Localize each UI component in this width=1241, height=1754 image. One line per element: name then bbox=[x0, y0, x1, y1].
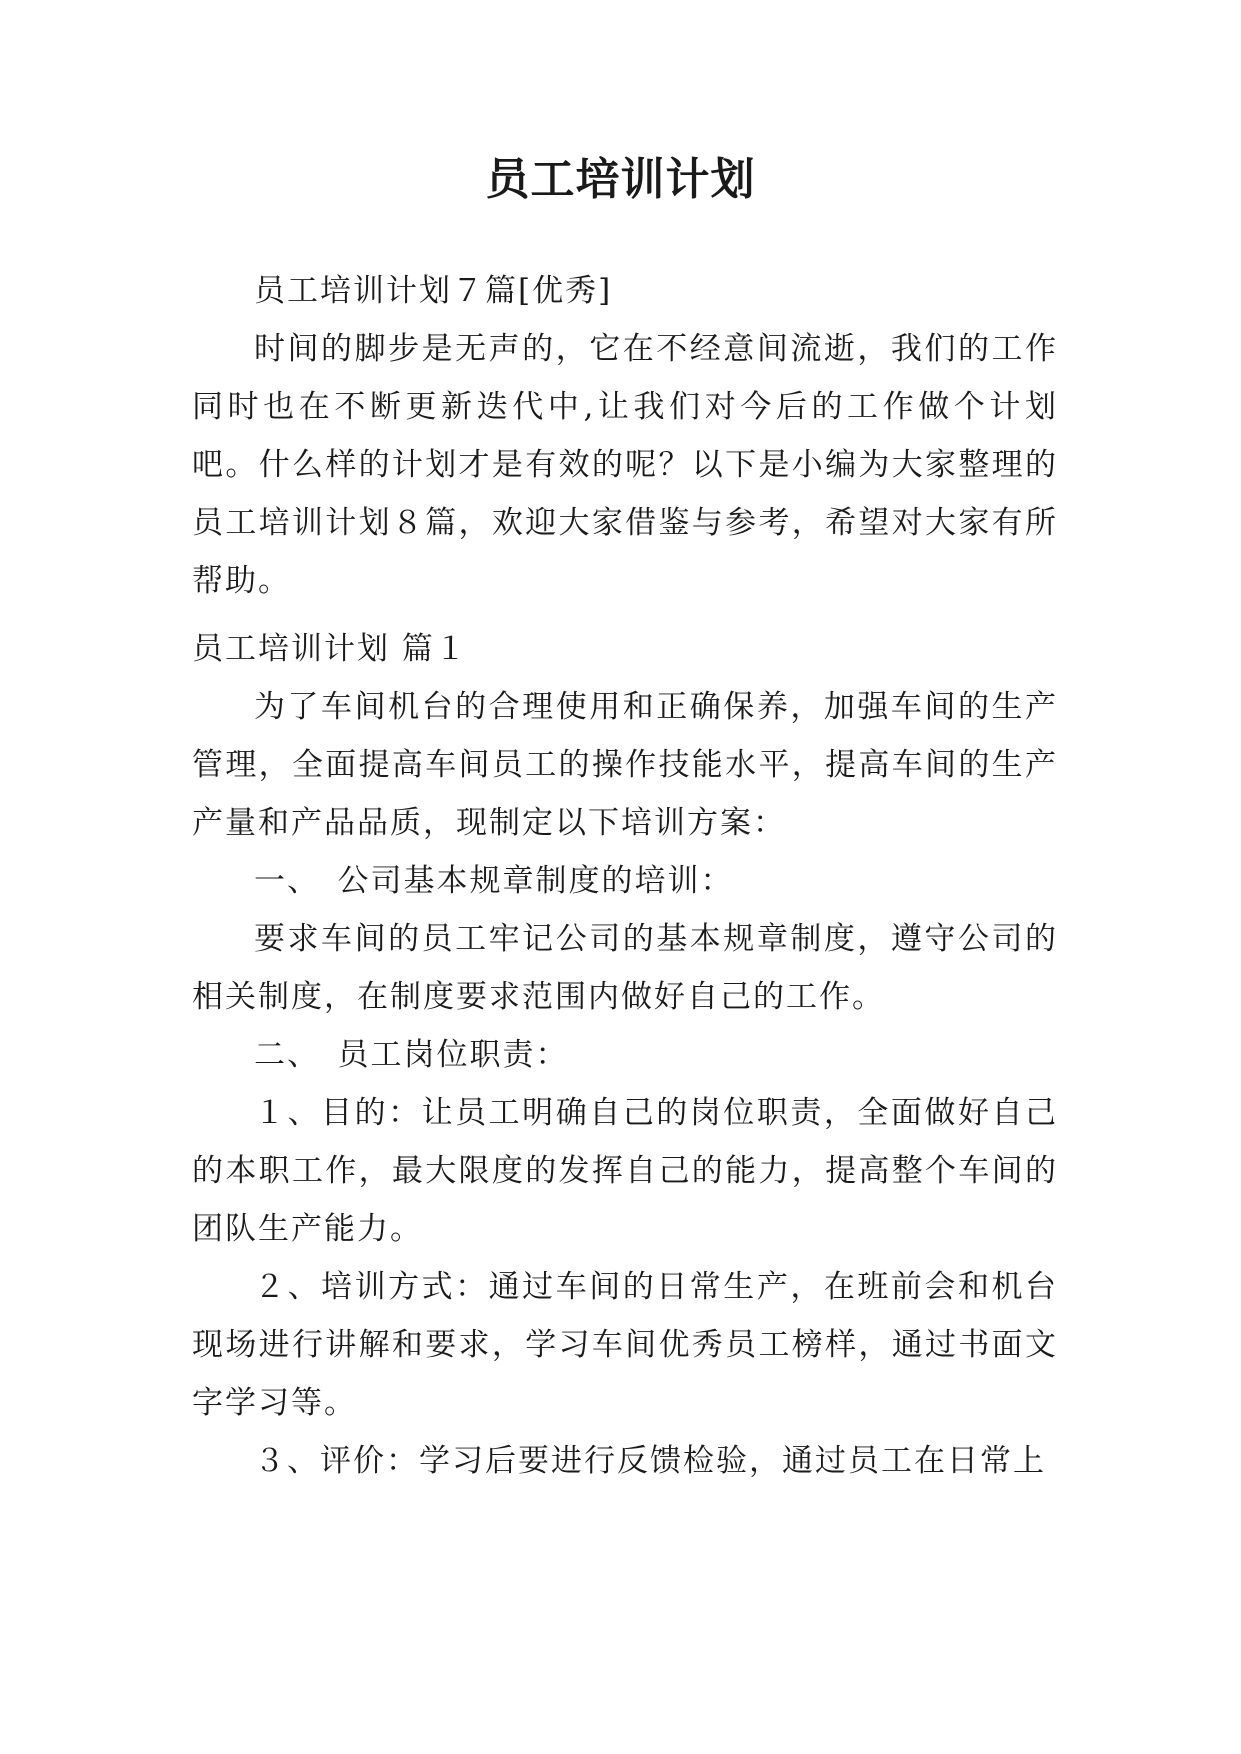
document-title: 员工培训计划 bbox=[485, 154, 756, 205]
section-1-paragraph: 二、 员工岗位职责： bbox=[254, 1037, 569, 1073]
section-1-paragraph: 一、 公司基本规章制度的培训： bbox=[254, 863, 734, 899]
section-1-paragraph: １、目的：让员工明确自己的岗位职责，全面做好自己的本职工作，最大限度的发挥自己的能力，提高整个车间的团队生产能力。 bbox=[192, 1095, 1058, 1247]
intro-block bbox=[192, 262, 1058, 610]
section-1-paragraph: 要求车间的员工牢记公司的基本规章制度，遵守公司的相关制度，在制度要求范围内做好自己的工作。 bbox=[192, 921, 1058, 1015]
section-1-paragraph: ３、评价：学习后要进行反馈检验，通过员工在日常上 bbox=[254, 1443, 1046, 1479]
section-1-block bbox=[192, 620, 1058, 1490]
section-1-heading: 员工培训计划 篇１ bbox=[192, 631, 468, 667]
intro-subtitle: 员工培训计划７篇[优秀] bbox=[254, 273, 613, 309]
section-1-paragraph: ２、培训方式：通过车间的日常生产，在班前会和机台现场进行讲解和要求，学习车间优秀员工榜样，通过书面文字学习等。 bbox=[192, 1269, 1058, 1421]
intro-paragraph: 时间的脚步是无声的，它在不经意间流逝，我们的工作同时也在不断更新迭代中,让我们对今后的工作做个计划吧。什么样的计划才是有效的呢？以下是小编为大家整理的员工培训计划８篇，欢迎大家借鉴与参考，希望对大家有所帮助。 bbox=[192, 331, 1058, 599]
section-1-paragraph: 为了车间机台的合理使用和正确保养，加强车间的生产管理，全面提高车间员工的操作技能水平，提高车间的生产产量和产品品质，现制定以下培训方案： bbox=[192, 689, 1058, 841]
